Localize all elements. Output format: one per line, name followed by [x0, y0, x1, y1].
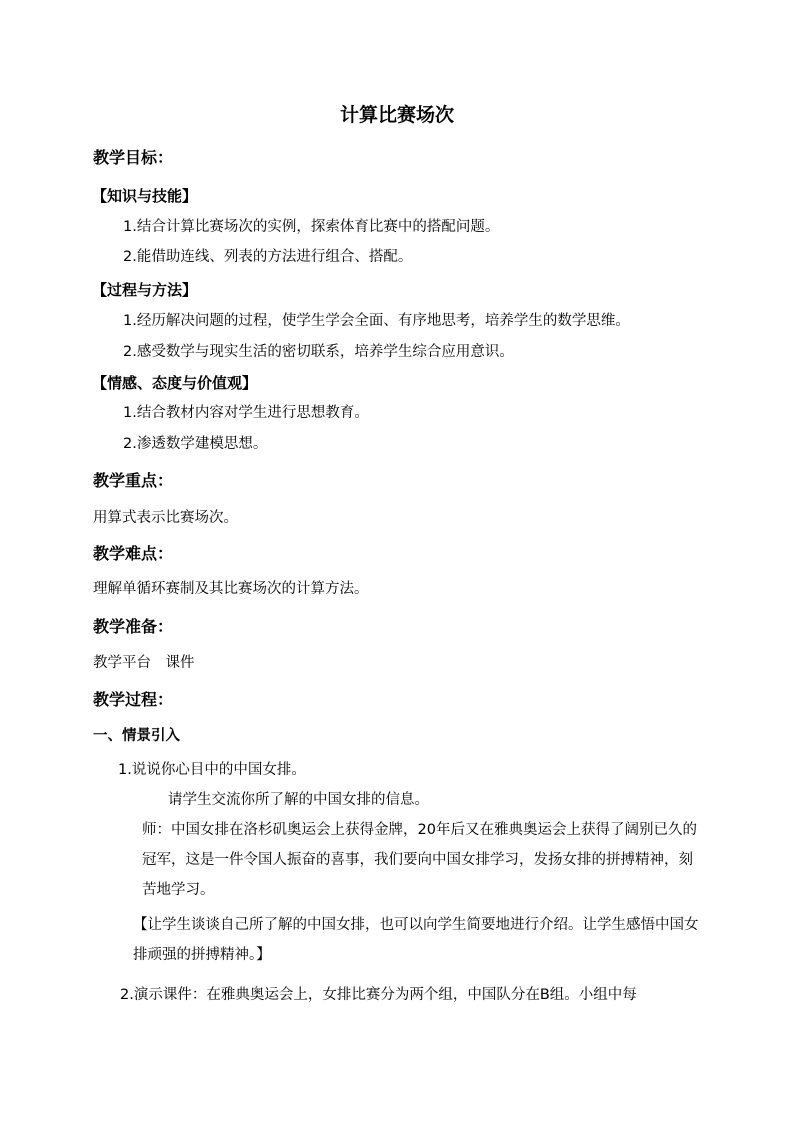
preparation-heading: 教学准备：	[93, 617, 174, 636]
teacher-speech: 师：中国女排在洛杉矶奥运会上获得金牌，20年后又在雅典奥运会上获得了阔别已久的冠军，这是一件令国人振奋的喜事，我们要向中国女排学习，发扬女排的拼搏精神，刻苦地学习。	[142, 822, 697, 898]
emotion-item-2: 2.渗透数学建模思想。	[123, 436, 268, 452]
process-item-1: 1.经历解决问题的过程，使学生学会全面、有序地思考，培养学生的数学思维。	[123, 313, 630, 329]
step-2: 2.演示课件：在雅典奥运会上，女排比赛分为两个组，中国队分在B组。小组中每	[120, 987, 637, 1003]
page-title: 计算比赛场次	[339, 104, 454, 126]
difficulty-text: 理解单循环赛制及其比赛场次的计算方法。	[93, 581, 369, 597]
step-1: 1.说说你心目中的中国女排。	[118, 762, 306, 778]
knowledge-item-1: 1.结合计算比赛场次的实例，探索体育比赛中的搭配问题。	[123, 219, 500, 235]
process-item-2: 2.感受数学与现实生活的密切联系，培养学生综合应用意识。	[123, 344, 514, 360]
objectives-heading: 教学目标：	[93, 148, 174, 167]
knowledge-item-2: 2.能借助连线、列表的方法进行组合、搭配。	[123, 249, 413, 265]
activity-note: 【让学生谈谈自己所了解的中国女排，也可以向学生简要地进行介绍。让学生感悟中国女排顽强的拼搏精神。】	[133, 917, 699, 963]
knowledge-heading: 【知识与技能】	[92, 187, 198, 205]
teaching-process-heading: 教学过程：	[93, 690, 174, 709]
emotion-heading: 【情感、态度与价值观】	[92, 374, 258, 392]
key-point-heading: 教学重点：	[93, 471, 174, 490]
process-method-heading: 【过程与方法】	[92, 281, 198, 299]
section-heading: 一、情景引入	[93, 728, 180, 744]
emotion-item-1: 1.结合教材内容对学生进行思想教育。	[123, 405, 369, 421]
difficulty-heading: 教学难点：	[93, 544, 174, 563]
preparation-text: 教学平台 课件	[93, 655, 195, 671]
step-1-detail: 请学生交流你所了解的中国女排的信息。	[168, 792, 429, 808]
key-point-text: 用算式表示比赛场次。	[93, 510, 238, 526]
